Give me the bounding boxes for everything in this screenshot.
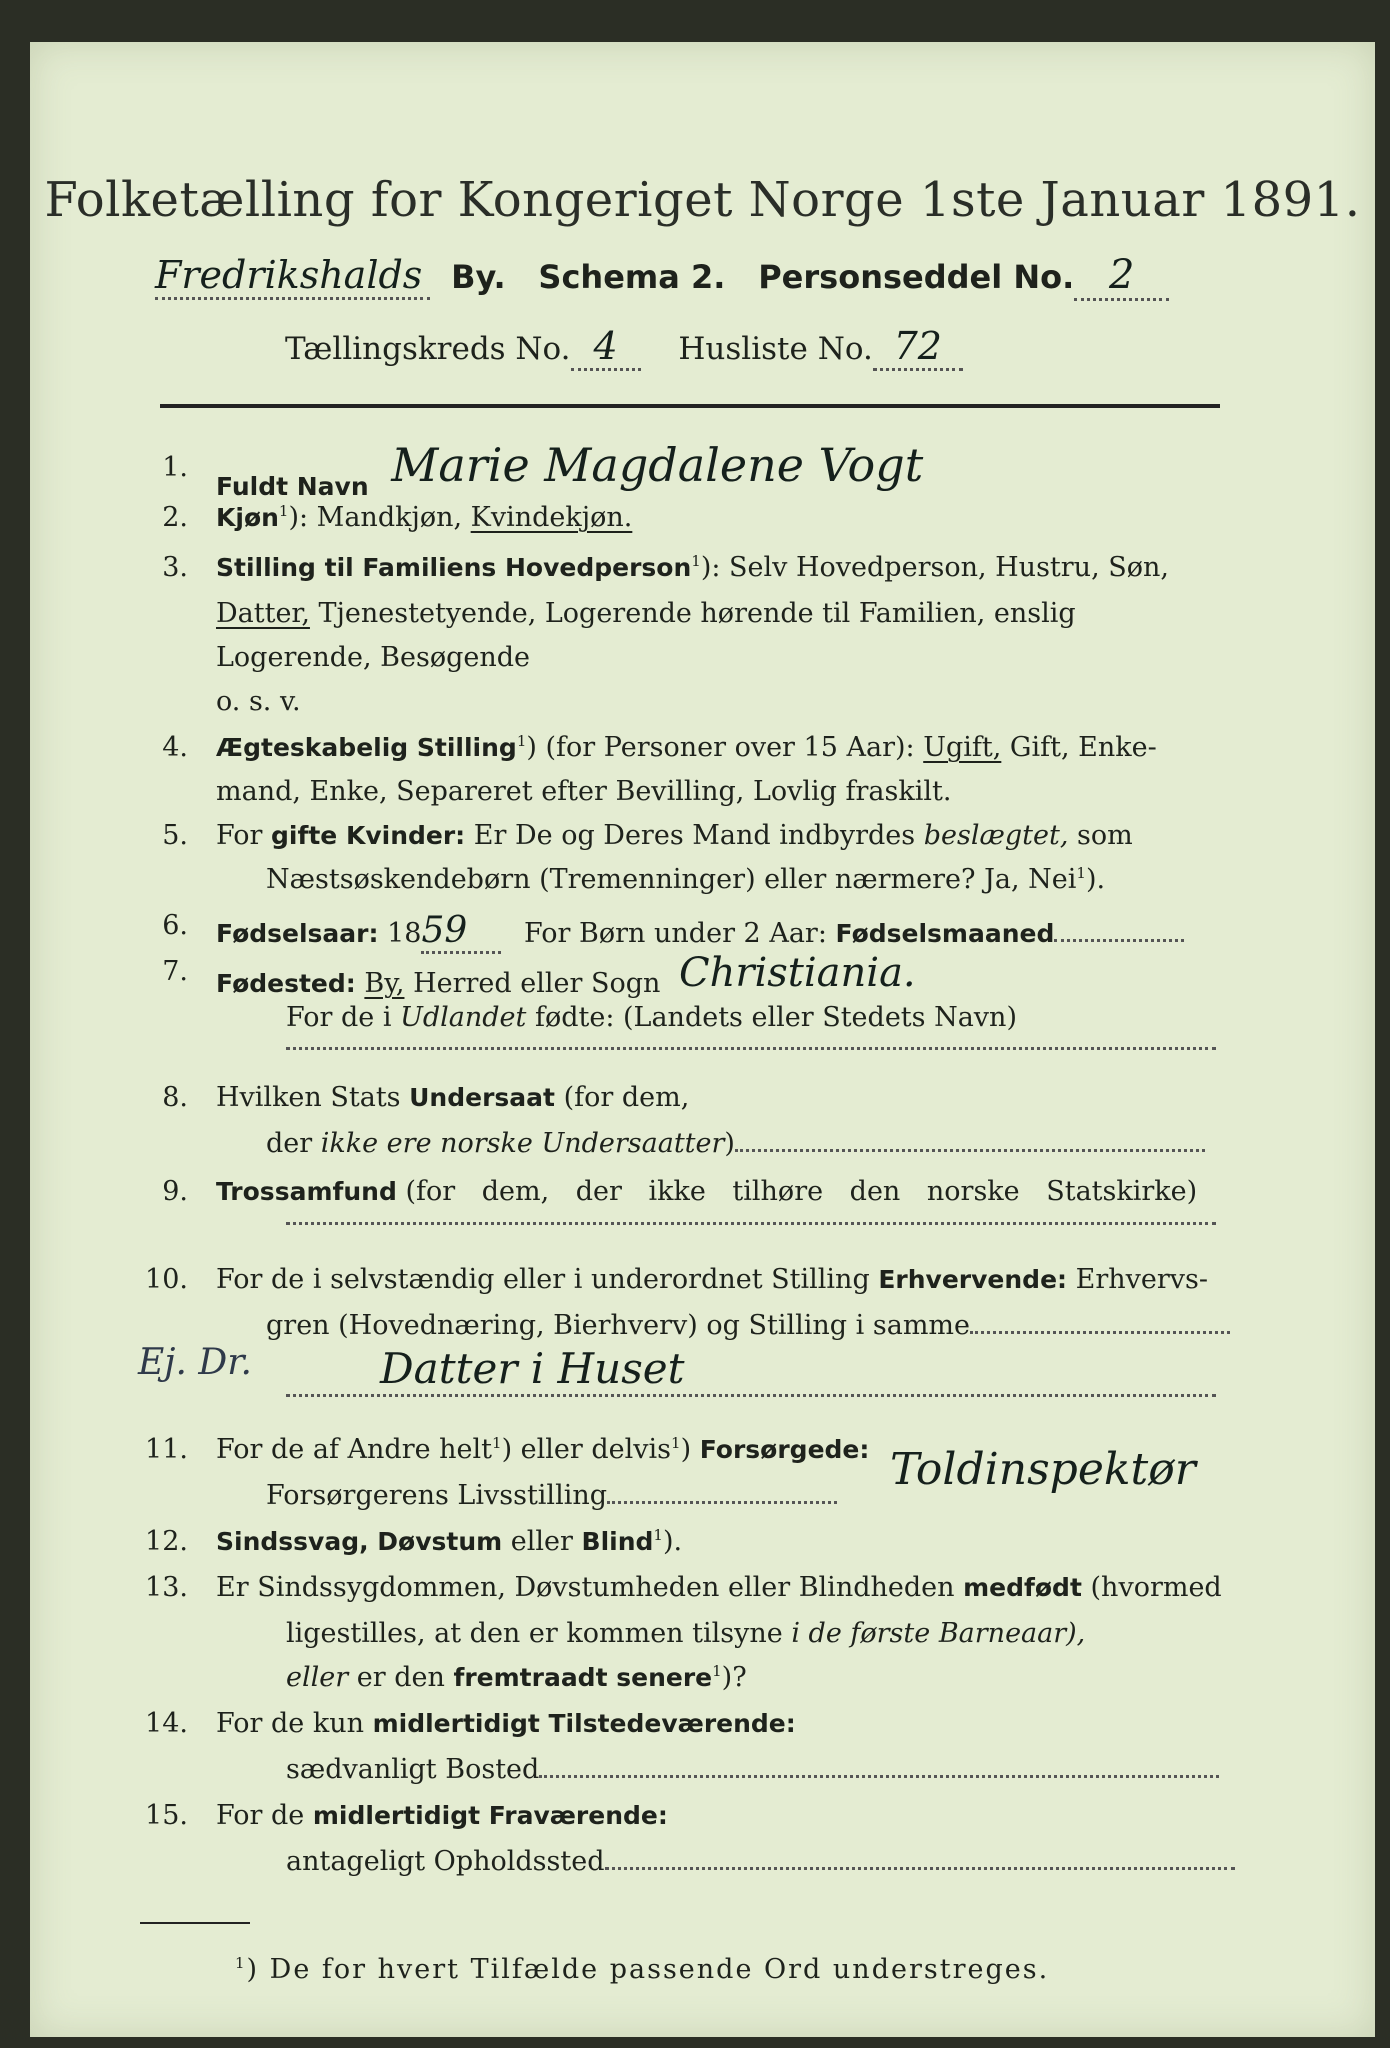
occupation-answer: Datter i Huset	[380, 1344, 685, 1393]
temporary-absent-label: midlertidigt Fraværende:	[312, 1801, 668, 1830]
by-label: By.	[451, 258, 506, 296]
q10-post: Erhvervs-	[1075, 1264, 1209, 1295]
item-11-line-2	[266, 1480, 837, 1511]
item-number-11: 11.	[145, 1434, 188, 1465]
marital-selected: Ugift,	[923, 732, 1002, 763]
item-13-line-3: eller er den fremtraadt senere$^1$)?	[286, 1662, 747, 1693]
full-name-label: Fuldt Navn	[216, 472, 369, 501]
birthplace-label: Fødested:	[216, 969, 356, 998]
marital-note: ) (for Personer over 15 Aar):	[526, 732, 915, 763]
q11-text: For de af Andre helt	[216, 1434, 493, 1465]
footnote-ref: 1	[691, 552, 701, 570]
birthyear-prefix: 18	[387, 918, 422, 949]
item-13-line-1	[216, 1572, 1222, 1603]
item-3-line-2	[216, 598, 1076, 629]
header-rule	[160, 404, 1220, 408]
header-line-kreds	[285, 324, 963, 371]
probable-stay-label: antageligt Opholdssted	[286, 1846, 605, 1877]
item-number-4: 4.	[162, 732, 188, 763]
q7-line2-post: fødte: (Landets eller Stedets Navn)	[534, 1002, 1017, 1033]
item-11-line-1: For de af Andre helt$^1$) eller delvis$^1$) Forsørgede:	[216, 1434, 870, 1465]
item-number-3: 3.	[162, 552, 188, 583]
disability-label: Sindssvag, Døvstum	[216, 1527, 503, 1556]
infant-note: For Børn under 2 Aar:	[524, 918, 827, 949]
occupation-line	[286, 1394, 1216, 1397]
footnote-ref: 1	[278, 502, 289, 520]
item-7-line-2	[286, 1002, 1017, 1033]
husliste-number: 72	[873, 324, 963, 371]
item-5-line-2: Næstsøskendebørn (Tremenninger) eller nærmere? Ja, Nei$^1$).	[266, 864, 1106, 895]
margin-note: Ej. Dr.	[138, 1342, 252, 1383]
item-number-5: 5.	[162, 820, 188, 851]
personseddel-label: Personseddel No.	[758, 258, 1075, 296]
religion-line	[286, 1222, 1216, 1225]
q13-text-end: (hvormed	[1090, 1572, 1222, 1603]
religion-note: (for dem, der ikke tilhøre den norske Statskirke)	[405, 1176, 1198, 1207]
q15-pre: For de	[216, 1800, 305, 1831]
supported-label: Forsørgede:	[699, 1435, 870, 1464]
foreign-birthplace-line	[286, 1047, 1216, 1050]
citizenship-label: Undersaat	[409, 1083, 555, 1112]
q5-line2: Næstsøskendebørn (Tremenninger) eller nærmere? Ja, Nei	[266, 864, 1077, 895]
item-2	[216, 502, 632, 533]
footnote: $^1$) De for hvert Tilfælde passende Ord understreges.	[235, 1954, 1050, 1985]
q5-italic: beslægtet,	[923, 820, 1069, 851]
full-name-answer: Marie Magdalene Vogt	[391, 438, 924, 492]
item-15-line-1	[216, 1800, 668, 1831]
header-line-city	[155, 252, 1169, 301]
item-4-line-1	[216, 732, 1157, 763]
congenital-label: medfødt	[963, 1573, 1082, 1602]
item-number-8: 8.	[162, 1082, 188, 1113]
item-7-line-1	[216, 950, 916, 1002]
q13-line3: er den	[356, 1662, 445, 1693]
q8-post: (for dem,	[563, 1082, 690, 1113]
item-number-9: 9.	[162, 1176, 188, 1207]
occupation-label: Erhvervende:	[878, 1265, 1068, 1294]
q12-mid: eller	[510, 1526, 573, 1557]
q13-italic: i de første Barneaar),	[791, 1618, 1086, 1649]
birthyear-answer: 59	[421, 910, 501, 954]
q5-text-end: som	[1077, 820, 1133, 851]
birthplace-options: Herred eller Sogn	[413, 968, 661, 999]
q8-line2-pre: der	[266, 1128, 313, 1159]
item-8-line-2: der ikke ere norske Undersaatter)	[266, 1128, 1205, 1159]
gender-selected: Kvindekjøn.	[470, 502, 633, 533]
religion-label: Trossamfund	[216, 1177, 397, 1206]
footnote-ref: 1	[516, 732, 527, 750]
q5-text: Er De og Deres Mand indbyrdes	[473, 820, 916, 851]
marital-label: Ægteskabelig Stilling	[216, 733, 517, 762]
later-onset-label: fremtraadt senere	[453, 1663, 713, 1692]
birthplace-selected: By,	[364, 968, 405, 999]
schema-label: Schema 2.	[538, 258, 726, 296]
position-label: Stilling til Familiens Hovedperson	[216, 553, 692, 582]
item-12: Sindssvag, Døvstum eller Blind$^1$).	[216, 1526, 683, 1557]
item-3-line-4: o. s. v.	[216, 686, 301, 717]
item-number-12: 12.	[145, 1526, 188, 1557]
item-5-line-1	[216, 820, 1133, 851]
marital-options-1: Gift, Enke-	[1009, 732, 1157, 763]
item-number-15: 15.	[145, 1800, 188, 1831]
married-women-label: gifte Kvinder:	[271, 821, 466, 850]
item-number-13: 13.	[145, 1572, 188, 1603]
q7-line2-pre: For de i	[286, 1002, 392, 1033]
provider-answer: Toldinspektør	[890, 1444, 1196, 1495]
q10-pre: For de i selvstændig eller i underordnet Stilling	[216, 1264, 870, 1295]
birthplace-answer: Christiania.	[678, 950, 916, 996]
birth-month-label: Fødselsmaaned	[835, 919, 1055, 948]
item-number-6: 6.	[162, 910, 188, 941]
q13-text: Er Sindssygdommen, Døvstumheden eller Blindheden	[216, 1572, 955, 1603]
item-3-line-1	[216, 552, 1169, 583]
blind-label: Blind	[581, 1527, 654, 1556]
item-13-line-2	[286, 1618, 1085, 1649]
item-9	[216, 1176, 1197, 1207]
item-15-line-2	[286, 1846, 1235, 1877]
item-number-10: 10.	[145, 1264, 188, 1295]
item-6	[216, 910, 1184, 954]
q13-italic2: eller	[286, 1662, 349, 1693]
item-3-line-3: Logerende, Besøgende	[216, 642, 530, 673]
item-10-line-2	[266, 1310, 1230, 1341]
gender-options: ): Mandkjøn,	[288, 502, 463, 533]
temporary-present-label: midlertidigt Tilstedeværende:	[372, 1709, 796, 1738]
q7-italic: Udlandet	[400, 1002, 527, 1033]
item-14-line-2	[286, 1754, 1219, 1785]
birthyear-label: Fødselsaar:	[216, 919, 379, 948]
item-1	[216, 438, 924, 506]
husliste-label: Husliste No.	[678, 331, 873, 367]
position-options-2: Tjenestetyende, Logerende hørende til Familien, enslig	[318, 598, 1076, 629]
item-number-14: 14.	[145, 1708, 188, 1739]
footnote-rule	[140, 1922, 250, 1924]
item-number-1: 1.	[162, 452, 188, 483]
item-4-line-2: mand, Enke, Separeret efter Bevilling, Lovlig fraskilt.	[216, 776, 952, 807]
item-number-7: 7.	[162, 956, 188, 987]
census-form-sheet	[30, 42, 1375, 2037]
usual-residence-label: sædvanligt Bosted	[286, 1754, 540, 1785]
city-handwritten: Fredrikshalds	[155, 253, 430, 300]
q13-line2: ligestilles, at den er kommen tilsyne	[286, 1618, 783, 1649]
q8-pre: Hvilken Stats	[216, 1082, 401, 1113]
item-number-2: 2.	[162, 502, 188, 533]
kreds-label: Tællingskreds No.	[285, 331, 571, 367]
item-14-line-1	[216, 1708, 796, 1739]
personseddel-number: 2	[1074, 252, 1169, 301]
q14-pre: For de kun	[216, 1708, 364, 1739]
q11-text2: ) eller delvis	[501, 1434, 672, 1465]
q8-italic: ikke ere norske Undersaatter	[320, 1128, 725, 1159]
q5-pre: For	[216, 820, 263, 851]
provider-label: Forsørgerens Livsstilling	[266, 1480, 608, 1511]
position-selected: Datter,	[216, 598, 310, 629]
gender-label: Kjøn	[216, 503, 279, 532]
form-title: Folketælling for Kongeriget Norge 1ste Januar 1891.	[44, 172, 1361, 228]
position-options-1: ): Selv Hovedperson, Hustru, Søn,	[700, 552, 1169, 583]
item-10-line-1	[216, 1264, 1208, 1295]
q10-line2: gren (Hovednæring, Bierhverv) og Stilling i samme	[266, 1310, 971, 1341]
kreds-number: 4	[571, 324, 641, 371]
item-8-line-1	[216, 1082, 689, 1113]
footnote-text: De for hvert Tilfælde passende Ord understreges.	[269, 1954, 1050, 1985]
